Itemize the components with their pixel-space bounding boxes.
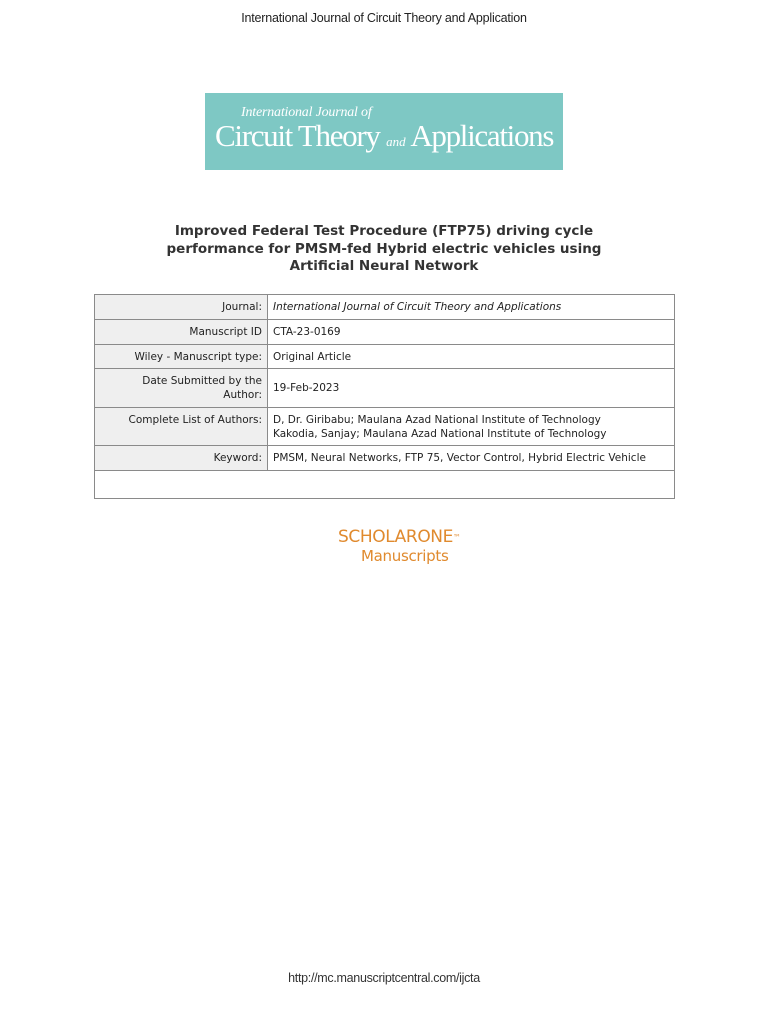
manuscript-id-value: CTA-23-0169 bbox=[268, 320, 675, 345]
table-row bbox=[95, 345, 675, 369]
scholarone-logo bbox=[338, 528, 461, 566]
footer-url: http://mc.manuscriptcentral.com/ijcta bbox=[288, 971, 480, 985]
journal-value: International Journal of Circuit Theory and Applications bbox=[268, 295, 675, 320]
author-entry: Kakodia, Sanjay; Maulana Azad National Institute of Technology bbox=[273, 428, 607, 440]
table-row bbox=[95, 446, 675, 471]
manuscript-type-label: Wiley - Manuscript type: bbox=[95, 345, 268, 369]
running-header: International Journal of Circuit Theory and Application bbox=[241, 11, 527, 25]
table-row-empty bbox=[95, 471, 675, 499]
journal-label: Journal: bbox=[95, 295, 268, 320]
scholarone-name: SCHOLARONE bbox=[338, 527, 453, 547]
table-row bbox=[95, 408, 675, 446]
keyword-label: Keyword: bbox=[95, 446, 268, 471]
paper-title: Improved Federal Test Procedure (FTP75) driving cycle performance for PMSM-fed Hybrid electric vehicles using Artificial Neural Network bbox=[166, 223, 602, 274]
table-row bbox=[95, 369, 675, 408]
authors-label: Complete List of Authors: bbox=[95, 408, 268, 446]
manuscript-metadata-table bbox=[94, 294, 675, 499]
empty-cell bbox=[95, 471, 675, 499]
author-entry: D, Dr. Giribabu; Maulana Azad National Institute of Technology bbox=[273, 414, 601, 426]
table-row bbox=[95, 320, 675, 345]
authors-value bbox=[268, 408, 675, 446]
date-submitted-label-line2: Author: bbox=[223, 389, 262, 401]
journal-logo-and: and bbox=[386, 134, 406, 149]
manuscript-id-label: Manuscript ID bbox=[95, 320, 268, 345]
journal-logo-subtitle: International Journal of bbox=[241, 105, 372, 120]
scholarone-wordmark bbox=[338, 528, 461, 547]
journal-logo-title bbox=[215, 118, 553, 154]
journal-logo-applications: Applications bbox=[410, 118, 554, 153]
journal-logo-banner bbox=[205, 93, 563, 170]
journal-logo-circuit-theory: Circuit Theory bbox=[215, 118, 380, 153]
table-row bbox=[95, 295, 675, 320]
date-submitted-label bbox=[95, 369, 268, 408]
trademark-symbol: ™ bbox=[452, 533, 461, 542]
date-submitted-value: 19-Feb-2023 bbox=[268, 369, 675, 408]
manuscript-type-value: Original Article bbox=[268, 345, 675, 369]
keyword-value: PMSM, Neural Networks, FTP 75, Vector Control, Hybrid Electric Vehicle bbox=[268, 446, 675, 471]
date-submitted-label-line1: Date Submitted by the bbox=[142, 375, 262, 387]
scholarone-manuscripts: Manuscripts bbox=[361, 547, 449, 565]
